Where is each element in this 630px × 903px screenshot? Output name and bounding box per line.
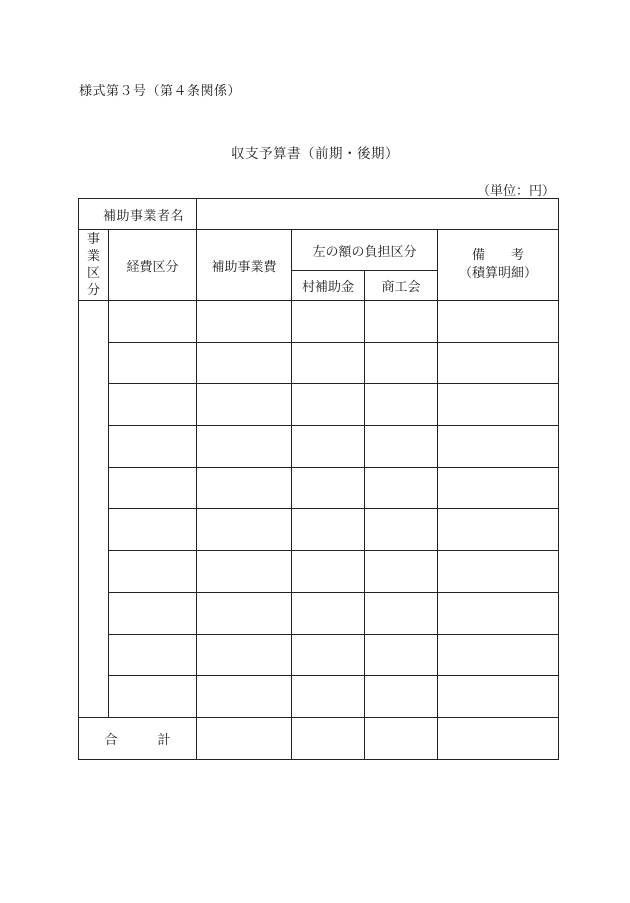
total-village-cell[interactable] (292, 717, 365, 759)
chamber-cell[interactable] (365, 301, 438, 343)
cost-cell[interactable] (197, 301, 292, 343)
applicant-row (79, 199, 559, 230)
chamber-cell[interactable] (365, 342, 438, 384)
village-subsidy-cell[interactable] (292, 509, 365, 551)
table-row (79, 509, 559, 551)
total-chamber-cell[interactable] (365, 717, 438, 759)
remarks-cell[interactable] (438, 592, 559, 634)
total-label-second: 計 (157, 732, 171, 748)
village-subsidy-cell[interactable] (292, 467, 365, 509)
cost-cell[interactable] (197, 509, 292, 551)
project-category-cell[interactable] (79, 301, 109, 718)
village-subsidy-cell[interactable] (292, 342, 365, 384)
total-cost-cell[interactable] (197, 717, 292, 759)
expense-cell[interactable] (109, 342, 197, 384)
remarks-label: 備 考 (472, 248, 525, 263)
table-row (79, 467, 559, 509)
total-label-first: 合 (104, 732, 118, 748)
expense-cell[interactable] (109, 301, 197, 343)
cost-cell[interactable] (197, 551, 292, 593)
cost-cell[interactable] (197, 426, 292, 468)
remarks-sublabel: （積算明細） (459, 266, 538, 281)
chamber-cell[interactable] (365, 592, 438, 634)
breakdown-header: 左の額の負担区分 (292, 230, 438, 271)
cost-cell[interactable] (197, 384, 292, 426)
remarks-cell[interactable] (438, 426, 559, 468)
village-subsidy-cell[interactable] (292, 676, 365, 718)
unit-label: （単位：円） (476, 184, 555, 199)
total-label-cell (79, 717, 197, 759)
remarks-cell[interactable] (438, 301, 559, 343)
cost-cell[interactable] (197, 467, 292, 509)
project-cost-header: 補助事業費 (197, 230, 292, 301)
document-title: 収支予算書（前期・後期） (231, 146, 399, 162)
total-row (79, 717, 559, 759)
village-subsidy-header: 村補助金 (292, 271, 365, 301)
expense-cell[interactable] (109, 676, 197, 718)
chamber-cell[interactable] (365, 676, 438, 718)
expense-cell[interactable] (109, 551, 197, 593)
expense-cell[interactable] (109, 384, 197, 426)
remarks-header (438, 230, 559, 301)
header-row-1 (79, 230, 559, 271)
village-subsidy-cell[interactable] (292, 592, 365, 634)
village-subsidy-cell[interactable] (292, 384, 365, 426)
form-number: 様式第３号（第４条関係） (79, 84, 242, 99)
cost-cell[interactable] (197, 592, 292, 634)
table-row (79, 301, 559, 343)
table-row (79, 426, 559, 468)
remarks-cell[interactable] (438, 384, 559, 426)
village-subsidy-cell[interactable] (292, 551, 365, 593)
chamber-cell[interactable] (365, 467, 438, 509)
expense-cell[interactable] (109, 426, 197, 468)
chamber-cell[interactable] (365, 384, 438, 426)
project-category-header (79, 230, 109, 301)
chamber-cell[interactable] (365, 551, 438, 593)
chamber-cell[interactable] (365, 509, 438, 551)
expense-category-header: 経費区分 (109, 230, 197, 301)
project-category-label: 事業区分 (86, 232, 100, 298)
table-row (79, 676, 559, 718)
table-row (79, 551, 559, 593)
chamber-cell[interactable] (365, 426, 438, 468)
cost-cell[interactable] (197, 634, 292, 676)
remarks-cell[interactable] (438, 467, 559, 509)
cost-cell[interactable] (197, 676, 292, 718)
village-subsidy-cell[interactable] (292, 301, 365, 343)
table-row (79, 592, 559, 634)
remarks-cell[interactable] (438, 634, 559, 676)
remarks-cell[interactable] (438, 342, 559, 384)
remarks-cell[interactable] (438, 509, 559, 551)
budget-table (78, 198, 559, 760)
expense-cell[interactable] (109, 509, 197, 551)
applicant-label: 補助事業者名 (79, 199, 197, 230)
chamber-cell[interactable] (365, 634, 438, 676)
total-remarks-cell[interactable] (438, 717, 559, 759)
remarks-cell[interactable] (438, 676, 559, 718)
cost-cell[interactable] (197, 342, 292, 384)
expense-cell[interactable] (109, 592, 197, 634)
expense-cell[interactable] (109, 467, 197, 509)
table-row (79, 342, 559, 384)
chamber-header: 商工会 (365, 271, 438, 301)
remarks-cell[interactable] (438, 551, 559, 593)
applicant-value-cell[interactable] (197, 199, 559, 230)
table-row (79, 384, 559, 426)
expense-cell[interactable] (109, 634, 197, 676)
table-row (79, 634, 559, 676)
village-subsidy-cell[interactable] (292, 426, 365, 468)
village-subsidy-cell[interactable] (292, 634, 365, 676)
